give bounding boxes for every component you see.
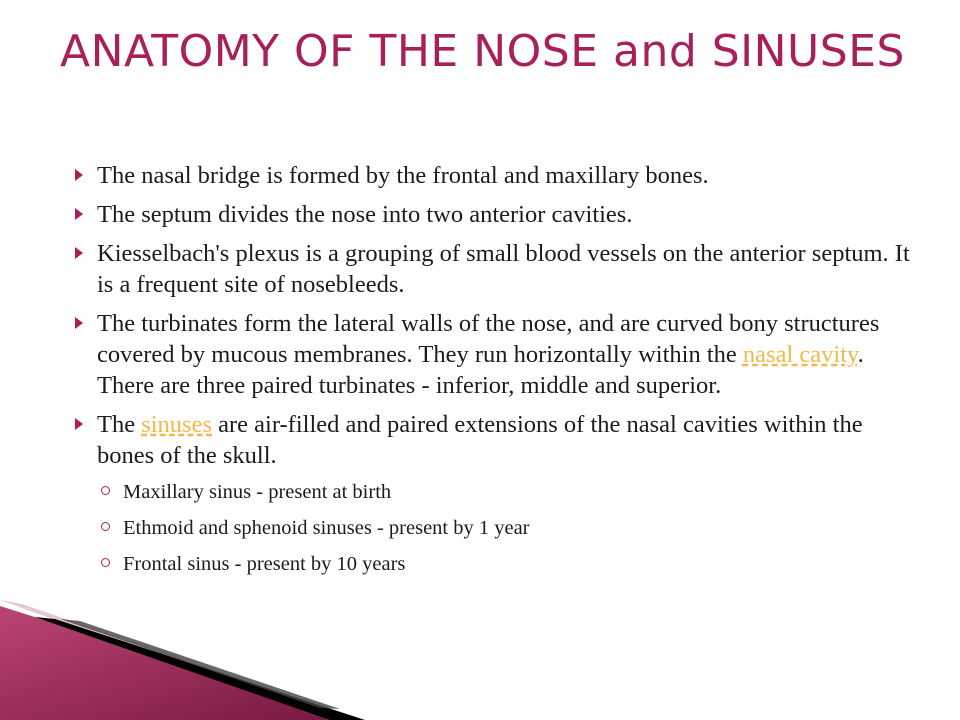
- bullet-text-before: The: [97, 411, 142, 438]
- bullet-text: Kiesselbach's plexus is a grouping of small blood vessels on the anterior septum. It is a frequent site of nosebleeds.: [97, 240, 910, 298]
- sub-bullet-text: Maxillary sinus - present at birth: [123, 481, 392, 503]
- bullet-text: The nasal bridge is formed by the frontal and maxillary bones.: [97, 162, 709, 189]
- sub-bullet-text: Ethmoid and sphenoid sinuses - present by 1 year: [123, 517, 530, 539]
- bullet-text-before: The turbinates form the lateral walls of the nose, and are curved bony structures covered by mucous membranes. They run horizontally within the: [97, 310, 880, 368]
- sub-bullet-text: Frontal sinus - present by 10 years: [123, 553, 406, 575]
- bullet-text: The septum divides the nose into two anterior cavities.: [97, 201, 633, 228]
- sinuses-link[interactable]: sinuses: [141, 411, 213, 438]
- bullet-text-after: are air-filled and paired extensions of the nasal cavities within the bones of the skull.: [97, 411, 863, 469]
- bullet-text-after: . There are three paired turbinates - inferior, middle and superior.: [97, 341, 864, 399]
- nasal-cavity-link[interactable]: nasal cavity: [742, 341, 858, 368]
- slide-title: ANATOMY OF THE NOSE and SINUSES: [60, 26, 905, 77]
